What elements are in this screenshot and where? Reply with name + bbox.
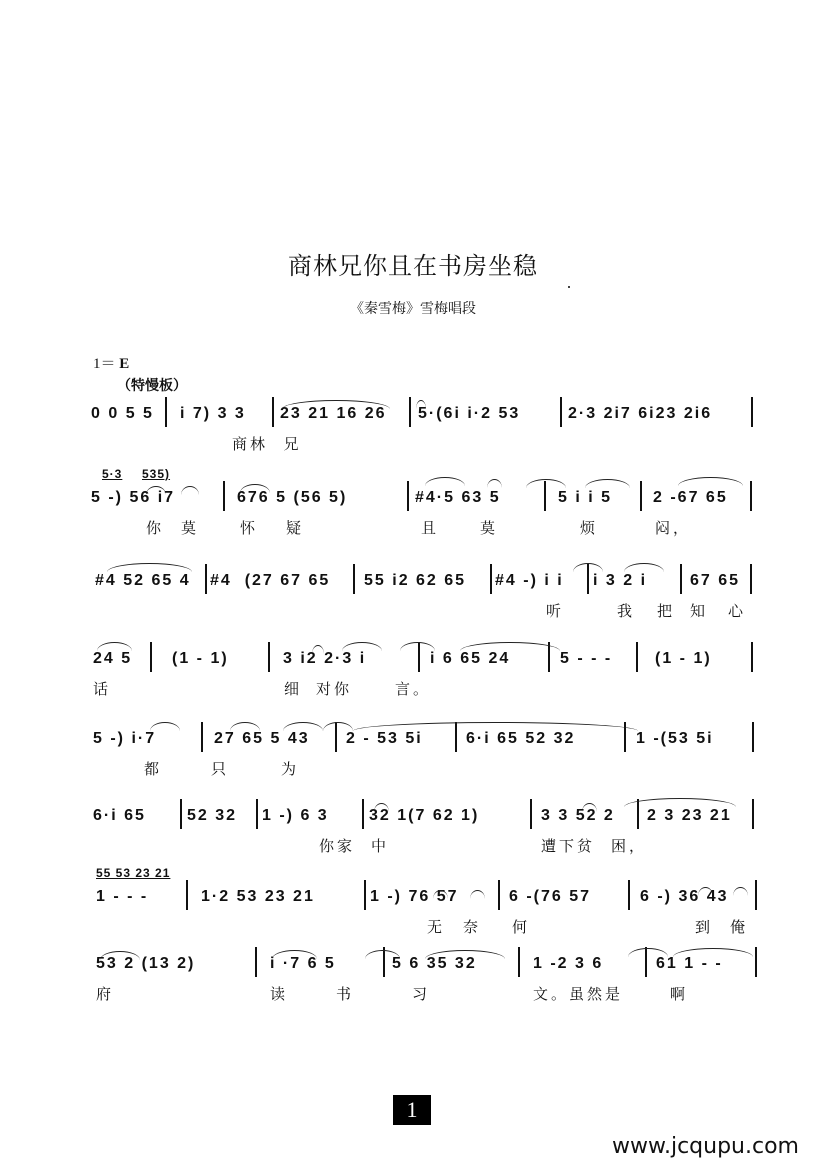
lyric: 疑 [286, 519, 305, 537]
barline [560, 397, 562, 427]
barline [498, 880, 500, 910]
measure-notes: 32 1(7 62 1) [369, 807, 480, 824]
measure-notes: 5·(6i i·2 53 [418, 405, 521, 422]
slur-arc [97, 642, 132, 651]
slur-arc [272, 950, 317, 959]
score-line [0, 805, 826, 865]
barline [752, 799, 754, 829]
measure-notes: 61 1 - - [656, 955, 723, 972]
slur-arc [416, 400, 426, 409]
slur-arc [107, 563, 192, 572]
barline [530, 799, 532, 829]
measure-notes: 67 65 [690, 572, 741, 589]
slur-arc [526, 479, 566, 488]
score-line [0, 728, 826, 788]
slur-arc [365, 950, 400, 959]
lyric: 言。 [395, 680, 432, 698]
slur-arc [342, 642, 382, 651]
barline [256, 799, 258, 829]
slur-arc [240, 484, 270, 493]
slur-arc [673, 948, 753, 957]
lyric: 莫 [480, 519, 499, 537]
score-line [0, 953, 826, 1013]
measure-notes: 676 5 (56 5) [237, 489, 348, 506]
barline [201, 722, 203, 752]
lyric: 对你 [316, 680, 353, 698]
measure-notes: 55 i2 62 65 [364, 572, 467, 589]
barline [751, 397, 753, 427]
slur-arc [585, 479, 630, 488]
measure-notes: 24 5 [93, 650, 133, 667]
measure-notes: 2 3 23 21 [647, 807, 732, 824]
lyric: 奈 [463, 918, 482, 936]
speck [568, 286, 570, 288]
barline [268, 642, 270, 672]
measure-notes: 1 -) 6 3 [262, 807, 329, 824]
lyric: 啊 [670, 985, 689, 1003]
measure-notes: #4·5 63 5 [415, 489, 501, 506]
key-signature [93, 352, 129, 373]
barline [272, 397, 274, 427]
lyric: 你家 [319, 837, 356, 855]
barline [186, 880, 188, 910]
barline [640, 481, 642, 511]
barline [752, 722, 754, 752]
slur-arc [425, 950, 505, 959]
measure-notes: 5 6 35 32 [392, 955, 477, 972]
lyric: 心 [728, 602, 747, 620]
measure-notes: i 6 65 24 [430, 650, 511, 667]
score-line [0, 403, 826, 463]
measure-notes: #4 -) i i [495, 572, 564, 589]
slur-arc [425, 477, 465, 486]
slur-arc [353, 722, 638, 731]
measure-notes: 27 65 5 43 [214, 730, 310, 747]
ornament-notes: 535) [142, 467, 171, 481]
measure-notes: 6 -) 36 43 [640, 888, 729, 905]
barline [150, 642, 152, 672]
measure-notes: 1 -) 76 57 [370, 888, 459, 905]
measure-notes: 5 -) i·7 [93, 730, 157, 747]
measure-notes: 1 -(53 5i [636, 730, 714, 747]
measure-notes: 0 0 5 5 [91, 405, 154, 422]
measure-notes: 3 i2 2·3 i [283, 650, 367, 667]
key-letter: E [119, 356, 130, 372]
slur-arc [573, 563, 603, 572]
measure-notes: (1 - 1) [172, 650, 229, 667]
slur-arc [624, 563, 664, 572]
lyric: 且 [421, 519, 440, 537]
lyric: 为 [281, 760, 300, 778]
measure-notes: 5 - - - [560, 650, 613, 667]
measure-notes: 53 2 (13 2) [96, 955, 196, 972]
lyric: 习 [412, 985, 431, 1003]
ornament-notes: 5·3 [102, 467, 123, 481]
key-prefix: 1＝ [93, 356, 116, 372]
slur-arc [312, 645, 324, 654]
lyric: 府 [96, 985, 115, 1003]
measure-notes: 6·i 65 [93, 807, 146, 824]
lyric: 把 [657, 602, 676, 620]
measure-notes: #4 52 65 4 [95, 572, 191, 589]
measure-notes: i 7) 3 3 [180, 405, 246, 422]
measure-notes: 6·i 65 52 32 [466, 730, 576, 747]
measure-notes: 2 - 53 5i [346, 730, 423, 747]
barline [751, 642, 753, 672]
lyric: 细 [284, 680, 303, 698]
measure-notes: 1·2 53 23 21 [201, 888, 315, 905]
lyric: 遭下贫 [541, 837, 596, 855]
measure-notes: 1 - - - [96, 888, 149, 905]
lyric: 听 [546, 602, 565, 620]
lyric: 只 [211, 760, 230, 778]
barline [518, 947, 520, 977]
measure-notes: 6 -(76 57 [509, 888, 592, 905]
barline [490, 564, 492, 594]
ornament-notes: 55 53 23 21 [96, 866, 171, 880]
slur-arc [400, 642, 435, 651]
measure-notes: i ·7 6 5 [270, 955, 336, 972]
measure-notes: 2·3 2i7 6i23 2i6 [568, 405, 713, 422]
measure-notes: 52 32 [187, 807, 238, 824]
barline [180, 799, 182, 829]
score-line [0, 467, 826, 547]
barline [362, 799, 364, 829]
slur-arc [678, 477, 743, 486]
barline [409, 397, 411, 427]
page-title: 商林兄你且在书房坐稳 [288, 252, 538, 280]
barline [255, 947, 257, 977]
barline [755, 947, 757, 977]
slur-arc [323, 722, 353, 731]
barline [165, 397, 167, 427]
slur-arc [460, 642, 560, 651]
lyric: 话 [93, 680, 112, 698]
barline [223, 481, 225, 511]
measure-notes: 1 -2 3 6 [533, 955, 604, 972]
lyric: 闷， [655, 519, 692, 537]
slur-arc [283, 722, 323, 731]
tempo-marking: （特慢板） [117, 378, 187, 394]
barline [750, 564, 752, 594]
measure-notes: 5 -) 56 i7 [91, 489, 176, 506]
lyric: 都 [144, 760, 163, 778]
barline [353, 564, 355, 594]
measure-notes: 3 3 52 2 [541, 807, 615, 824]
slur-arc [230, 722, 260, 731]
measure-notes: i 3 2 i [593, 572, 648, 589]
page-number: 1 [393, 1095, 431, 1125]
lyric: 困， [611, 837, 648, 855]
measure-notes: 2 -67 65 [653, 489, 728, 506]
barline [680, 564, 682, 594]
lyric: 俺 [730, 918, 749, 936]
lyric: 到 [695, 918, 714, 936]
lyric: 烦 [580, 519, 599, 537]
slur-arc [487, 479, 502, 488]
lyric: 商林 兄 [232, 435, 302, 453]
measure-notes: #4 (27 67 65 [210, 572, 331, 589]
lyric: 你 [146, 519, 165, 537]
slur-arc [282, 400, 390, 409]
barline [205, 564, 207, 594]
lyric: 怀 [240, 519, 259, 537]
lyric: 莫 [181, 519, 200, 537]
score-line [0, 648, 826, 708]
barline [636, 642, 638, 672]
measure-notes: 5 i i 5 [558, 489, 613, 506]
measure-notes: (1 - 1) [655, 650, 712, 667]
barline [628, 880, 630, 910]
slur-arc [628, 948, 668, 957]
lyric: 无 [427, 918, 446, 936]
lyric: 中 [371, 837, 390, 855]
score-line [0, 570, 826, 630]
lyric: 文。虽然是 [533, 985, 624, 1003]
barline [407, 481, 409, 511]
slur-arc [150, 722, 180, 731]
measure-notes: 23 21 16 26 [280, 405, 387, 422]
barline [755, 880, 757, 910]
lyric: 何 [512, 918, 531, 936]
barline [364, 880, 366, 910]
lyric: 书 [336, 985, 355, 1003]
lyric: 知 [690, 602, 709, 620]
watermark: www.jcqupu.com [612, 1134, 799, 1159]
slur-arc [624, 798, 736, 807]
lyric: 我 [617, 602, 636, 620]
barline [750, 481, 752, 511]
lyric: 读 [270, 985, 289, 1003]
page-subtitle: 《秦雪梅》雪梅唱段 [350, 301, 476, 317]
